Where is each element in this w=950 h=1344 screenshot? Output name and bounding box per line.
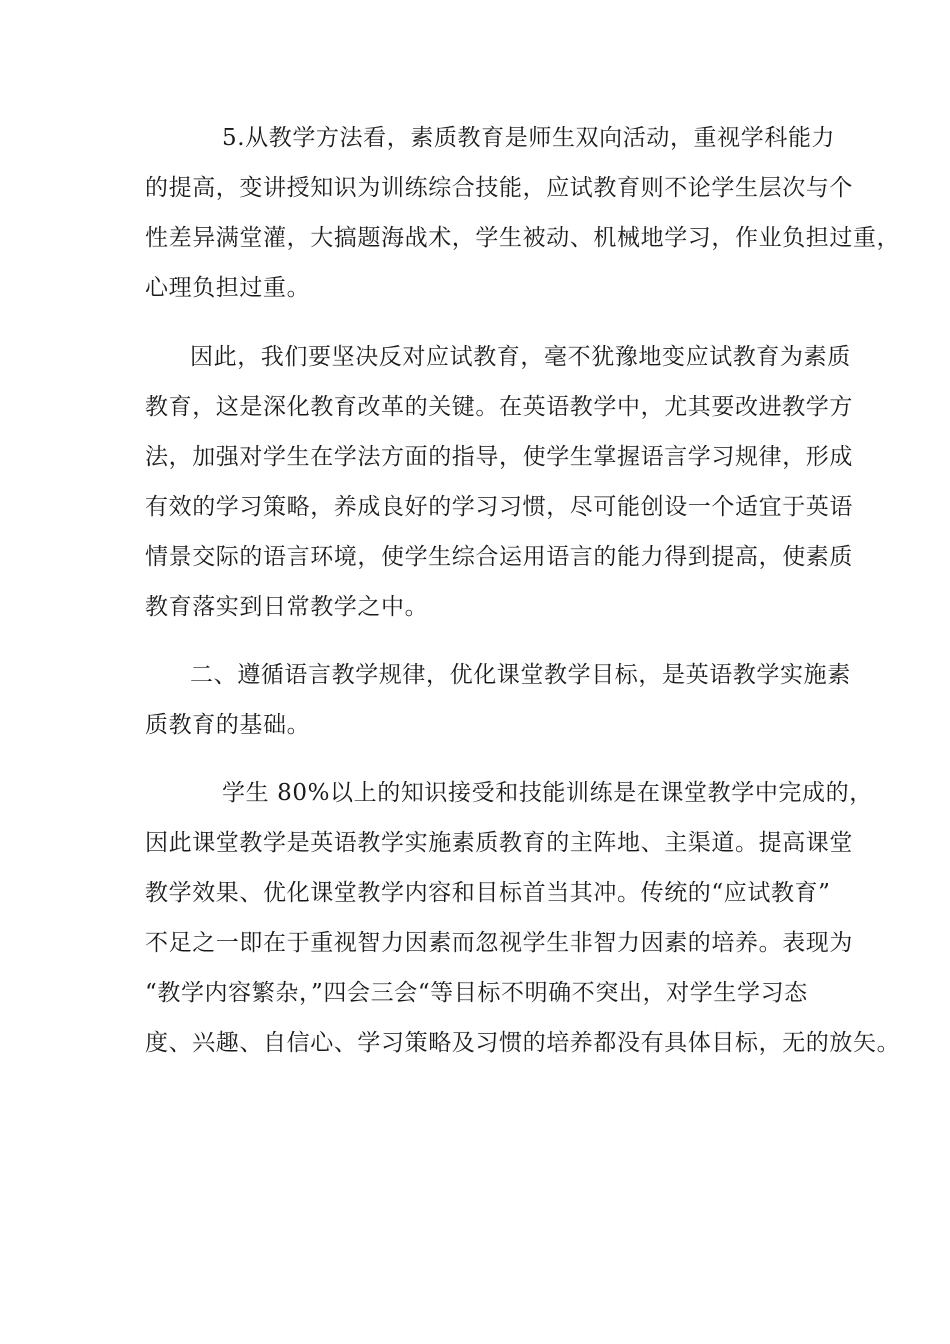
paragraph-1-line-4: 心理负担过重。 — [145, 275, 311, 301]
paragraph-4-line-2: 因此课堂教学是英语教学实施素质教育的主阵地、主渠道。提高课堂 — [145, 830, 853, 856]
paragraph-2-line-1: 因此，我们要坚决反对应试教育，毫不犹豫地变应试教育为素质 — [190, 344, 851, 370]
paragraph-2-line-5: 情景交际的语言环境，使学生综合运用语言的能力得到提高，使素质 — [145, 544, 853, 570]
section-heading-line-2: 质教育的基础。 — [145, 712, 311, 738]
paragraph-4-line-4: 不足之一即在于重视智力因素而忽视学生非智力因素的培养。表现为 — [145, 930, 853, 956]
paragraph-2-line-3: 法，加强对学生在学法方面的指导，使学生掌握语言学习规律，形成 — [145, 444, 853, 470]
paragraph-2-line-6: 教育落实到日常教学之中。 — [145, 594, 429, 620]
paragraph-1-line-1: 5.从教学方法看，素质教育是师生双向活动，重视学科能力 — [222, 125, 836, 151]
paragraph-2-line-2: 教育，这是深化教育改革的关键。在英语教学中，尤其要改进教学方 — [145, 394, 853, 420]
paragraph-4-line-5: “教学内容繁杂，”四会三会“等目标不明确不突出，对学生学习态 — [145, 980, 808, 1006]
paragraph-1-line-2: 的提高，变讲授知识为训练综合技能，应试教育则不论学生层次与个 — [145, 175, 853, 201]
paragraph-2-line-4: 有效的学习策略，养成良好的学习习惯，尽可能创设一个适宜于英语 — [145, 494, 853, 520]
paragraph-4-line-6: 度、兴趣、自信心、学习策略及习惯的培养都没有具体目标，无的放矢。 — [145, 1030, 901, 1056]
section-heading-line-1: 二、遵循语言教学规律，优化课堂教学目标，是英语教学实施素 — [190, 662, 851, 688]
paragraph-4-line-3: 教学效果、优化课堂教学内容和目标首当其冲。传统的“应试教育” — [145, 880, 831, 906]
paragraph-4-line-1: 学生 80%以上的知识接受和技能训练是在课堂教学中完成的， — [222, 780, 873, 806]
paragraph-1-line-3: 性差异满堂灌，大搞题海战术，学生被动、机械地学习，作业负担过重， — [145, 225, 901, 251]
